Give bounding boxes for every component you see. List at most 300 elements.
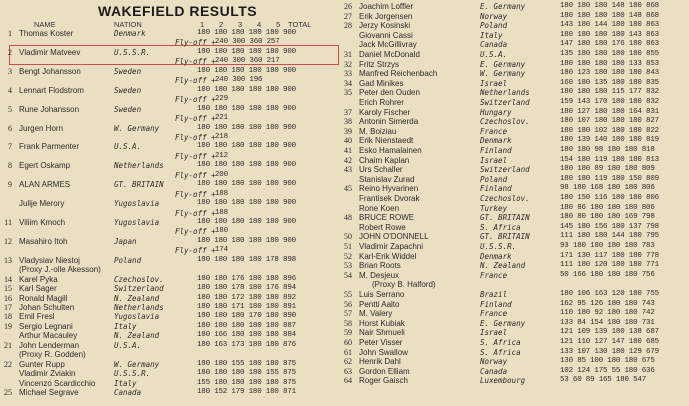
nation-name: Canada (480, 367, 508, 376)
round-scores: 143 180 144 180 180 863 (560, 21, 659, 29)
round-scores: 180 180 102 180 180 822 (560, 127, 659, 135)
result-row (0, 12, 689, 21)
competitor-name: Robert Rowe (359, 223, 406, 232)
result-row (0, 175, 689, 184)
round-scores: 180 139 140 180 180 819 (560, 136, 659, 144)
nation-name: Netherlands (114, 161, 164, 170)
result-row (0, 271, 689, 280)
competitor-name: Lennart Flodstrom (19, 86, 84, 95)
competitor-name: John Swallow (359, 348, 408, 357)
result-row (0, 376, 689, 385)
header-col-5: 5 (276, 20, 281, 29)
flyoff-label: Fly-off + (175, 246, 216, 255)
result-row (0, 232, 689, 241)
competitor-name: Giovanni Cassi (359, 31, 413, 40)
round-scores: 111 180 180 144 180 795 (560, 232, 659, 240)
place-number: 38 (344, 117, 352, 126)
proxy-note: (Proxy J.-olle Akesson) (19, 265, 101, 274)
nation-name: France (480, 309, 508, 318)
result-row (0, 388, 689, 397)
result-row (0, 79, 689, 88)
competitor-name: Daniel McDonald (359, 50, 420, 59)
result-row (0, 50, 689, 59)
round-scores: 180 180 180 180 133 853 (560, 60, 659, 68)
place-number: 50 (344, 232, 352, 241)
competitor-name: Vladimir Matveev (19, 48, 81, 57)
place-number: 57 (344, 309, 352, 318)
nation-name: Czechoslov. (480, 117, 530, 126)
round-scores: 180 180 180 180 180 900 (197, 105, 296, 113)
round-scores: 180 180 180 180 180 900 (197, 180, 296, 188)
result-row (0, 69, 689, 78)
result-row (0, 223, 689, 232)
round-scores: 180 180 180 180 180 900 (197, 67, 296, 75)
proxy-note: (Proxy R. Godden) (19, 350, 86, 359)
nation-name: Netherlands (480, 88, 530, 97)
result-row (0, 98, 689, 107)
round-scores: 180 163 173 180 180 876 (197, 341, 296, 349)
place-number: 56 (344, 300, 352, 309)
round-scores: 180 180 171 180 180 891 (197, 303, 296, 311)
nation-name: U.S.S.R. (480, 242, 517, 251)
place-number: 22 (4, 360, 12, 369)
competitor-name: Jack McGillivray (359, 40, 417, 49)
result-row (0, 242, 689, 251)
round-scores: 121 109 139 180 138 687 (560, 328, 659, 336)
competitor-name: Reino Hyvarinen (359, 184, 419, 193)
place-number: 16 (4, 294, 12, 303)
round-scores: 180 180 180 180 143 863 (560, 31, 659, 39)
place-number: 63 (344, 367, 352, 376)
round-scores: 180 123 180 180 180 843 (560, 69, 659, 77)
place-number: 41 (344, 146, 352, 155)
flyoff-label: Fly-off + (175, 38, 216, 47)
place-number: 26 (344, 2, 352, 11)
competitor-name: Frantisek Dvorak (359, 194, 420, 203)
place-number: 8 (8, 161, 12, 170)
competitor-name: Jurgen Horn (19, 124, 64, 133)
flyoff-scores: 200 (215, 171, 228, 179)
result-row (0, 127, 689, 136)
place-number: 62 (344, 357, 352, 366)
round-scores: 180 107 180 180 180 827 (560, 117, 659, 125)
competitor-name: JOHN O'DONNELL (359, 232, 429, 241)
nation-name: Finland (480, 300, 512, 309)
competitor-name: Egert Oskamp (19, 161, 71, 170)
round-scores: 160 180 135 180 180 835 (560, 79, 659, 87)
round-scores: 180 150 116 180 180 806 (560, 194, 659, 202)
nation-name: N. Zealand (114, 331, 160, 340)
nation-name: GT. BRITAIN (114, 180, 164, 189)
place-number: 40 (344, 136, 352, 145)
round-scores: 180 180 180 170 180 890 (197, 312, 296, 320)
flyoff-scores: 180 (215, 227, 228, 235)
place-number: 60 (344, 338, 352, 347)
result-row (0, 136, 689, 145)
nation-name: Switzerland (114, 284, 164, 293)
competitor-name: M. Desjeux (359, 271, 400, 280)
nation-name: S. Africa (480, 223, 521, 232)
nation-name: Denmark (480, 252, 512, 261)
place-number: 17 (4, 303, 12, 312)
result-row (0, 338, 689, 347)
result-row (0, 156, 689, 165)
result-row (0, 300, 689, 309)
competitor-name: Gordon Elliam (359, 367, 410, 376)
nation-name: Sweden (114, 86, 142, 95)
round-scores: 180 180 180 180 180 900 (197, 86, 296, 94)
place-number: 14 (4, 275, 12, 284)
round-scores: 133 107 130 180 129 679 (560, 348, 659, 356)
nation-name: Denmark (114, 29, 146, 38)
nation-name: Norway (480, 12, 508, 21)
nation-name: Switzerland (480, 165, 530, 174)
competitor-name: Emil Fresl (19, 312, 55, 321)
competitor-name: Jerzy Kosinski (359, 21, 411, 30)
round-scores: 159 143 170 180 180 832 (560, 98, 659, 106)
nation-name: Japan (114, 237, 137, 246)
nation-name: Denmark (480, 136, 512, 145)
result-row (0, 88, 689, 97)
nation-name: Yugoslavia (114, 218, 160, 227)
round-scores: 180 180 178 180 176 894 (197, 284, 296, 292)
place-number: 39 (344, 127, 352, 136)
nation-name: Israel (480, 328, 508, 337)
flyoff-label: Fly-off + (175, 227, 216, 236)
nation-name: Sweden (114, 67, 142, 76)
competitor-name: Frank Parmenter (19, 142, 80, 151)
competitor-name: Vladimir Zapachni (359, 242, 424, 251)
competitor-name: Erik Nienstaedt (359, 136, 414, 145)
result-row (0, 204, 689, 213)
nation-name: Sweden (114, 105, 142, 114)
round-scores: 102 124 175 55 180 636 (560, 367, 655, 375)
competitor-name: Vincenzo Scardicchio (19, 379, 96, 388)
round-scores: 180 86 180 180 180 806 (560, 204, 655, 212)
round-scores: 180 180 180 180 180 900 (197, 124, 296, 132)
flyoff-label: Fly-off + (175, 209, 216, 218)
place-number: 9 (8, 180, 12, 189)
round-scores: 111 180 120 180 180 771 (560, 261, 659, 269)
result-row (0, 290, 689, 299)
round-scores: 180 180 155 180 180 875 (197, 360, 296, 368)
proxy-row (0, 280, 689, 289)
nation-name: Canada (114, 388, 142, 397)
place-number: 13 (4, 256, 12, 265)
competitor-name: Fritz Strzys (359, 60, 399, 69)
header-name: NAME (34, 20, 56, 29)
result-row (0, 40, 689, 49)
competitor-name: Sergio Legnani (19, 322, 73, 331)
round-scores: 180 180 180 180 148 868 (560, 12, 659, 20)
competitor-name: Ronald Magill (19, 294, 68, 303)
round-scores: 50 166 180 180 180 756 (560, 271, 655, 279)
round-scores: 180 180 180 180 180 900 (197, 199, 296, 207)
place-number: 43 (344, 165, 352, 174)
place-number: 21 (4, 341, 12, 350)
round-scores: 135 180 180 180 180 855 (560, 50, 659, 58)
header-nation: NATION (114, 20, 142, 29)
competitor-name: Gunter Rupp (19, 360, 65, 369)
nation-name: Brazil (480, 290, 508, 299)
round-scores: 98 180 168 180 180 806 (560, 184, 655, 192)
proxy-note: (Proxy B. Halford) (372, 280, 436, 289)
flyoff-scores: 240 300 196 (215, 76, 263, 84)
competitor-name: Gad Minikes (359, 79, 404, 88)
nation-name: Israel (480, 79, 508, 88)
round-scores: 180 180 89 180 180 809 (560, 165, 655, 173)
competitor-name: Pentti Aalto (359, 300, 400, 309)
nation-name: Poland (114, 256, 142, 265)
competitor-name: Brian Roots (359, 261, 401, 270)
nation-name: Switzerland (480, 98, 530, 107)
round-scores: 53 60 89 165 180 547 (560, 376, 647, 384)
place-number: 53 (344, 261, 352, 270)
competitor-name: Thomas Koster (19, 29, 74, 38)
competitor-name: Rone Koen (359, 204, 400, 213)
nation-name: Italy (114, 379, 137, 388)
place-number: 31 (344, 50, 352, 59)
place-number: 42 (344, 156, 352, 165)
place-number: 3 (8, 67, 12, 76)
nation-name: Yugoslavia (114, 199, 160, 208)
round-scores: 162 95 126 180 180 743 (560, 300, 655, 308)
competitor-name: Erich Rohrer (359, 98, 404, 107)
round-scores: 180 152 179 180 180 871 (197, 388, 296, 396)
nation-name: Israel (480, 156, 508, 165)
nation-name: Finland (480, 184, 512, 193)
round-scores: 133 84 154 180 180 731 (560, 319, 655, 327)
place-number: 18 (4, 312, 12, 321)
place-number: 35 (344, 88, 352, 97)
nation-name: Netherlands (114, 303, 164, 312)
round-scores: 180 180 180 115 177 832 (560, 88, 659, 96)
competitor-name: Viliim Kmoch (19, 218, 66, 227)
place-number: 11 (4, 218, 12, 227)
round-scores: 154 180 119 180 180 813 (560, 156, 659, 164)
competitor-name: John Lenderman (19, 341, 80, 350)
nation-name: Czechoslov. (114, 275, 164, 284)
place-number: 19 (4, 322, 12, 331)
nation-name: E. Germany (480, 2, 526, 11)
nation-name: N. Zealand (114, 294, 160, 303)
competitor-name: Karl Sager (19, 284, 57, 293)
place-number: 37 (344, 108, 352, 117)
nation-name: Poland (480, 21, 508, 30)
result-row (0, 328, 689, 337)
round-scores: 180 180 176 180 180 896 (197, 275, 296, 283)
flyoff-scores: 212 (215, 152, 228, 160)
flyoff-scores: 188 (215, 209, 228, 217)
competitor-name: Karl-Erik Widdel (359, 252, 417, 261)
nation-name: W. Germany (480, 69, 526, 78)
round-scores: 147 180 180 176 180 863 (560, 40, 659, 48)
result-row (0, 367, 689, 376)
flyoff-label: Fly-off + (175, 76, 216, 85)
round-scores: 180 180 180 180 180 900 (197, 29, 296, 37)
competitor-name: Luis Serrano (359, 290, 405, 299)
nation-name: N. Zealand (480, 261, 526, 270)
competitor-name: Joachim Loffler (359, 2, 414, 11)
flyoff-label: Fly-off + (175, 133, 216, 142)
competitor-name: Urs Schaller (359, 165, 403, 174)
competitor-name: Henrik Dahl (359, 357, 401, 366)
nation-name: Italy (114, 322, 137, 331)
round-scores: 180 127 180 180 164 831 (560, 108, 659, 116)
nation-name: U.S.A. (114, 341, 142, 350)
competitor-name: M. Boiziau (359, 127, 397, 136)
competitor-name: Michael Segrave (19, 388, 79, 397)
competitor-name: Vladimir Zviakin (19, 369, 76, 378)
nation-name: Turkey (480, 204, 508, 213)
result-row (0, 21, 689, 30)
header-total: TOTAL (288, 20, 312, 29)
competitor-name: Antonin Simerda (359, 117, 419, 126)
result-row (0, 31, 689, 40)
competitor-name: Erik Jorgensen (359, 12, 413, 21)
round-scores: 180 180 180 180 180 887 (197, 322, 296, 330)
round-scores: 93 180 180 180 180 783 (560, 242, 655, 250)
competitor-name: Peter den Ouden (359, 88, 420, 97)
nation-name: U.S.S.R. (114, 369, 151, 378)
competitor-name: Arthur Macauley (19, 331, 78, 340)
flyoff-scores: 188 (215, 190, 228, 198)
nation-name: France (480, 271, 508, 280)
round-scores: 180 180 180 180 180 900 (197, 142, 296, 150)
competitor-name: ALAN ARMES (19, 180, 71, 189)
competitor-name: Nair Shmueli (359, 328, 405, 337)
nation-name: W. Germany (114, 360, 160, 369)
place-number: 54 (344, 271, 352, 280)
round-scores: 180 166 180 180 180 884 (197, 331, 296, 339)
flyoff-label: Fly-off + (175, 114, 216, 123)
result-row (0, 194, 689, 203)
round-scores: 180 180 172 180 180 892 (197, 294, 296, 302)
nation-name: Yugoslavia (114, 312, 160, 321)
round-scores: 180 180 119 180 150 809 (560, 175, 659, 183)
round-scores: 180 180 180 180 180 900 (197, 218, 296, 226)
place-number: 6 (8, 124, 12, 133)
place-number: 64 (344, 376, 352, 385)
result-row (0, 146, 689, 155)
nation-name: Italy (480, 31, 503, 40)
nation-name: GT. BRITAIN (480, 213, 530, 222)
competitor-name: Julije Merory (19, 199, 65, 208)
header-col-1: 1 (200, 20, 205, 29)
round-scores: 180 106 163 120 180 755 (560, 290, 659, 298)
result-row (0, 252, 689, 261)
place-number: 28 (344, 21, 352, 30)
round-scores: 180 180 180 180 180 900 (197, 48, 296, 56)
nation-name: E. Germany (480, 60, 526, 69)
place-number: 45 (344, 184, 352, 193)
nation-name: W. Germany (114, 124, 160, 133)
result-row (0, 261, 689, 270)
result-row (0, 348, 689, 357)
result-row (0, 60, 689, 69)
nation-name: S. Africa (480, 348, 521, 357)
flyoff-scores: 240 300 360 257 (215, 38, 280, 46)
round-scores: 180 180 180 180 178 898 (197, 256, 296, 264)
place-number: 27 (344, 12, 352, 21)
place-number: 52 (344, 252, 352, 261)
page-title: WAKEFIELD RESULTS (98, 3, 258, 19)
nation-name: Finland (480, 146, 512, 155)
place-number: 7 (8, 142, 12, 151)
flyoff-label: Fly-off + (175, 171, 216, 180)
place-number: 32 (344, 60, 352, 69)
competitor-name: Horst Kubiak (359, 319, 405, 328)
round-scores: 110 180 92 180 180 742 (560, 309, 655, 317)
flyoff-scores: 218 (215, 133, 228, 141)
place-number: 1 (8, 29, 12, 38)
place-number: 15 (4, 284, 12, 293)
result-row (0, 117, 689, 126)
competitor-name: Karel Pyka (19, 275, 58, 284)
result-row (0, 309, 689, 318)
flyoff-scores: 229 (215, 95, 228, 103)
round-scores: 180 80 180 180 169 798 (560, 213, 655, 221)
competitor-name: Masahiro Itoh (19, 237, 68, 246)
competitor-name: Karoly Fischer (359, 108, 411, 117)
result-row (0, 165, 689, 174)
flyoff-label: Fly-off + (175, 190, 216, 199)
nation-name: U.S.A. (114, 142, 142, 151)
result-row (0, 2, 689, 11)
place-number: 58 (344, 319, 352, 328)
place-number: 5 (8, 105, 12, 114)
place-number: 2 (8, 48, 12, 57)
flyoff-scores: 174 (215, 246, 228, 254)
flyoff-scores: 240 300 360 217 (215, 57, 280, 65)
round-scores: 180 180 180 180 180 900 (197, 237, 296, 245)
flyoff-label: Fly-off + (175, 152, 216, 161)
header-col-2: 2 (219, 20, 224, 29)
result-row (0, 213, 689, 222)
place-number: 25 (4, 388, 12, 397)
place-number: 61 (344, 348, 352, 357)
place-number: 12 (4, 237, 12, 246)
nation-name: E. Germany (480, 319, 526, 328)
round-scores: 121 110 127 147 180 685 (560, 338, 659, 346)
round-scores: 155 180 180 180 180 875 (197, 379, 296, 387)
competitor-name: BRUCE ROWE (359, 213, 415, 222)
round-scores: 171 130 117 180 180 778 (560, 252, 659, 260)
competitor-name: Esko Hamalainen (359, 146, 422, 155)
competitor-name: Bengt Johansson (19, 67, 81, 76)
competitor-name: Johan Schulten (19, 303, 75, 312)
competitor-name: Stanislav Zurad (359, 175, 415, 184)
competitor-name: Vladysiav Niestoj (19, 256, 80, 265)
result-row (0, 319, 689, 328)
nation-name: U.S.S.R. (114, 48, 151, 57)
round-scores: 180 180 180 148 180 868 (560, 2, 659, 10)
nation-name: GT. BRITAIN (480, 232, 530, 241)
nation-name: U.S.A. (480, 50, 508, 59)
competitor-name: Chaim Kaplan (359, 156, 410, 165)
round-scores: 180 180 180 180 180 900 (197, 161, 296, 169)
nation-name: France (480, 127, 508, 136)
competitor-name: Peter Visser (359, 338, 403, 347)
flyoff-scores: 221 (215, 114, 228, 122)
place-number: 51 (344, 242, 352, 251)
competitor-name: Rune Johansson (19, 105, 80, 114)
place-number: 55 (344, 290, 352, 299)
header-col-4: 4 (257, 20, 262, 29)
nation-name: Czechoslov. (480, 194, 530, 203)
place-number: 48 (344, 213, 352, 222)
nation-name: Canada (480, 40, 508, 49)
